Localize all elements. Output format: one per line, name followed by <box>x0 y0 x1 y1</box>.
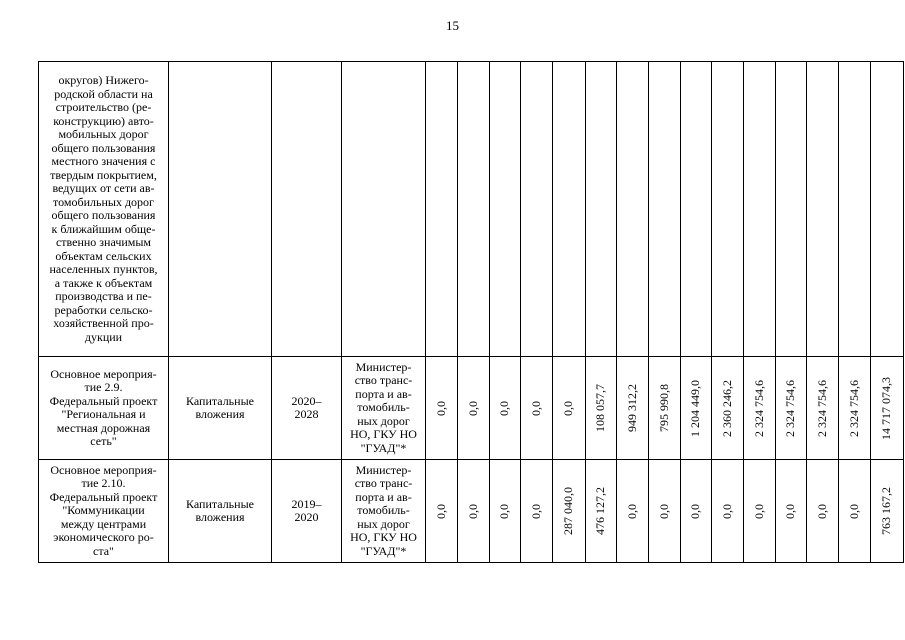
measure-name-line: ственно значимым <box>55 235 152 249</box>
measure-name-cell <box>39 357 169 460</box>
value-cell <box>586 460 617 563</box>
measure-name-line: строительство (ре- <box>55 100 152 114</box>
cell-value: 2 324 754,6 <box>751 379 766 437</box>
value-cell <box>426 460 458 563</box>
measure-name-line: общего пользования <box>51 208 156 222</box>
measure-name-line: сеть" <box>90 434 117 448</box>
cell-value: 2 360 246,2 <box>719 379 734 437</box>
measure-name-line: реработки сельско- <box>54 302 153 317</box>
measure-name-line: дукции <box>84 329 123 344</box>
cell-value: 2 324 754,6 <box>783 379 798 437</box>
measure-name-line: округов) Нижего- <box>58 73 149 87</box>
measure-name-line: производства и пе- <box>55 289 152 303</box>
cell-value: 0,0 <box>719 503 734 519</box>
value-cell <box>712 460 744 563</box>
measure-name-line: Основное мероприя- <box>50 462 157 477</box>
measure-name-line: ведущих от сети ав- <box>52 181 155 195</box>
cell-value: 0,0 <box>465 400 480 416</box>
value-cell <box>807 62 839 357</box>
cell-value: 949 312,2 <box>624 384 639 432</box>
table-row <box>39 460 904 563</box>
executor-line: Министер- <box>355 359 412 374</box>
value-cell <box>839 62 871 357</box>
value-cell <box>871 357 904 460</box>
value-cell <box>617 357 649 460</box>
value-cell <box>521 62 553 357</box>
executor-line: ных дорог <box>357 413 410 428</box>
measure-name-line: томобильных дорог <box>53 194 154 209</box>
measure-name-line: населенных пунктов, <box>49 262 158 276</box>
executor-line: ство транс- <box>354 373 413 388</box>
cell-value: 0,0 <box>497 503 512 519</box>
value-cell <box>553 460 586 563</box>
value-cell <box>617 460 649 563</box>
value-cell <box>586 357 617 460</box>
value-cell <box>839 460 871 563</box>
value-cell <box>744 62 776 357</box>
value-cell <box>776 460 807 563</box>
value-cell <box>458 357 490 460</box>
expense-category-line: вложения <box>195 407 245 421</box>
measure-name-line: родской области на <box>54 86 153 101</box>
executor-cell <box>342 460 426 563</box>
value-cell <box>649 460 681 563</box>
executor-line: томобиль- <box>357 400 410 415</box>
value-cell <box>490 62 521 357</box>
cell-value: 0,0 <box>656 503 671 519</box>
executor-line: НО, ГКУ НО <box>350 427 417 442</box>
value-cell <box>681 357 712 460</box>
executor-line: Министер- <box>355 462 412 477</box>
period-line: 2028 <box>294 407 319 421</box>
measure-name-line: твердым покрытием, <box>50 167 157 182</box>
value-cell <box>744 460 776 563</box>
cell-value: 0,0 <box>433 400 448 416</box>
cell-value: 0,0 <box>688 503 703 519</box>
measure-name-line: местного значения с <box>51 154 156 168</box>
value-cell <box>521 460 553 563</box>
value-cell <box>871 62 904 357</box>
measure-name-line: местная дорожная <box>56 420 151 435</box>
value-cell <box>712 357 744 460</box>
value-cell <box>458 460 490 563</box>
cell-value: 0,0 <box>433 503 448 519</box>
measure-name-line: к ближайшим обще- <box>51 221 156 236</box>
cell-value: 287 040,0 <box>561 487 576 535</box>
executor-line: томобиль- <box>357 503 410 518</box>
measure-name-line: общего пользования <box>51 140 156 155</box>
executor-line: порта и ав- <box>355 489 412 504</box>
cell-value: 0,0 <box>846 503 861 519</box>
value-cell <box>617 62 649 357</box>
value-cell <box>712 62 744 357</box>
measure-name-line: мобильных дорог <box>58 127 149 141</box>
value-cell <box>807 357 839 460</box>
measure-name-line: тие 2.10. <box>81 476 126 491</box>
measure-name-line: Федеральный проект <box>49 393 158 408</box>
measure-name-line: Основное мероприя- <box>50 366 157 381</box>
period-cell <box>272 357 342 460</box>
table-row <box>39 357 904 460</box>
expense-category-cell <box>169 62 272 357</box>
cell-value: 0,0 <box>814 503 829 519</box>
expense-category-line: вложения <box>195 510 245 524</box>
cell-value: 0,0 <box>561 400 576 416</box>
budget-table <box>38 61 904 563</box>
value-cell <box>426 62 458 357</box>
value-cell <box>776 357 807 460</box>
measure-name-line: "Региональная и <box>61 407 146 421</box>
cell-value: 14 717 074,3 <box>879 376 894 440</box>
cell-value: 108 057,7 <box>593 384 608 432</box>
executor-cell <box>342 62 426 357</box>
cell-value: 2 324 754,6 <box>846 379 861 437</box>
value-cell <box>681 62 712 357</box>
value-cell <box>649 62 681 357</box>
page-number: 15 <box>446 18 459 33</box>
executor-line: "ГУАД"* <box>360 543 407 558</box>
cell-value: 2 324 754,6 <box>814 379 829 437</box>
measure-name-line: "Коммуникации <box>62 503 145 518</box>
value-cell <box>871 460 904 563</box>
measure-name-line: конструкцию) авто- <box>53 113 154 128</box>
cell-value: 0,0 <box>528 503 543 519</box>
value-cell <box>649 357 681 460</box>
value-cell <box>521 357 553 460</box>
measure-name-line: объектам сельских <box>55 248 152 263</box>
executor-line: ство транс- <box>354 476 413 491</box>
value-cell <box>490 460 521 563</box>
value-cell <box>553 62 586 357</box>
cell-value: 0,0 <box>465 503 480 519</box>
measure-name-line: между центрами <box>60 516 147 531</box>
cell-value: 795 990,8 <box>656 384 671 432</box>
measure-name-line: хозяйственной про- <box>53 316 154 330</box>
value-cell <box>744 357 776 460</box>
period-line: 2020– <box>291 393 322 408</box>
value-cell <box>807 460 839 563</box>
measure-name-line: Федеральный проект <box>49 489 158 504</box>
cell-value: 0,0 <box>751 503 766 519</box>
value-cell <box>426 357 458 460</box>
measure-name-cell <box>39 62 169 357</box>
measure-name-cell <box>39 460 169 563</box>
period-cell <box>272 460 342 563</box>
value-cell <box>490 357 521 460</box>
value-cell <box>458 62 490 357</box>
expense-category-cell <box>169 460 272 563</box>
executor-line: ных дорог <box>357 516 410 531</box>
executor-line: НО, ГКУ НО <box>350 530 417 545</box>
table-row <box>39 62 904 357</box>
measure-name-line: экономического ро- <box>53 530 154 545</box>
value-cell <box>776 62 807 357</box>
cell-value: 0,0 <box>528 400 543 416</box>
measure-name-line: ста" <box>93 543 114 558</box>
cell-value: 1 204 449,0 <box>688 379 703 437</box>
measure-name-line: а также к объектам <box>54 275 153 290</box>
expense-category-line: Капитальные <box>186 496 254 511</box>
executor-cell <box>342 357 426 460</box>
value-cell <box>586 62 617 357</box>
expense-category-line: Капитальные <box>186 393 254 408</box>
executor-line: "ГУАД"* <box>360 440 407 455</box>
expense-category-cell <box>169 357 272 460</box>
cell-value: 0,0 <box>624 503 639 519</box>
measure-name-line: тие 2.9. <box>84 380 123 394</box>
value-cell <box>839 357 871 460</box>
period-line: 2020 <box>294 510 319 524</box>
cell-value: 0,0 <box>783 503 798 519</box>
cell-value: 0,0 <box>497 400 512 416</box>
executor-line: порта и ав- <box>355 386 412 401</box>
period-line: 2019– <box>291 496 322 511</box>
period-cell <box>272 62 342 357</box>
cell-value: 763 167,2 <box>879 487 894 535</box>
value-cell <box>553 357 586 460</box>
value-cell <box>681 460 712 563</box>
cell-value: 476 127,2 <box>593 487 608 535</box>
